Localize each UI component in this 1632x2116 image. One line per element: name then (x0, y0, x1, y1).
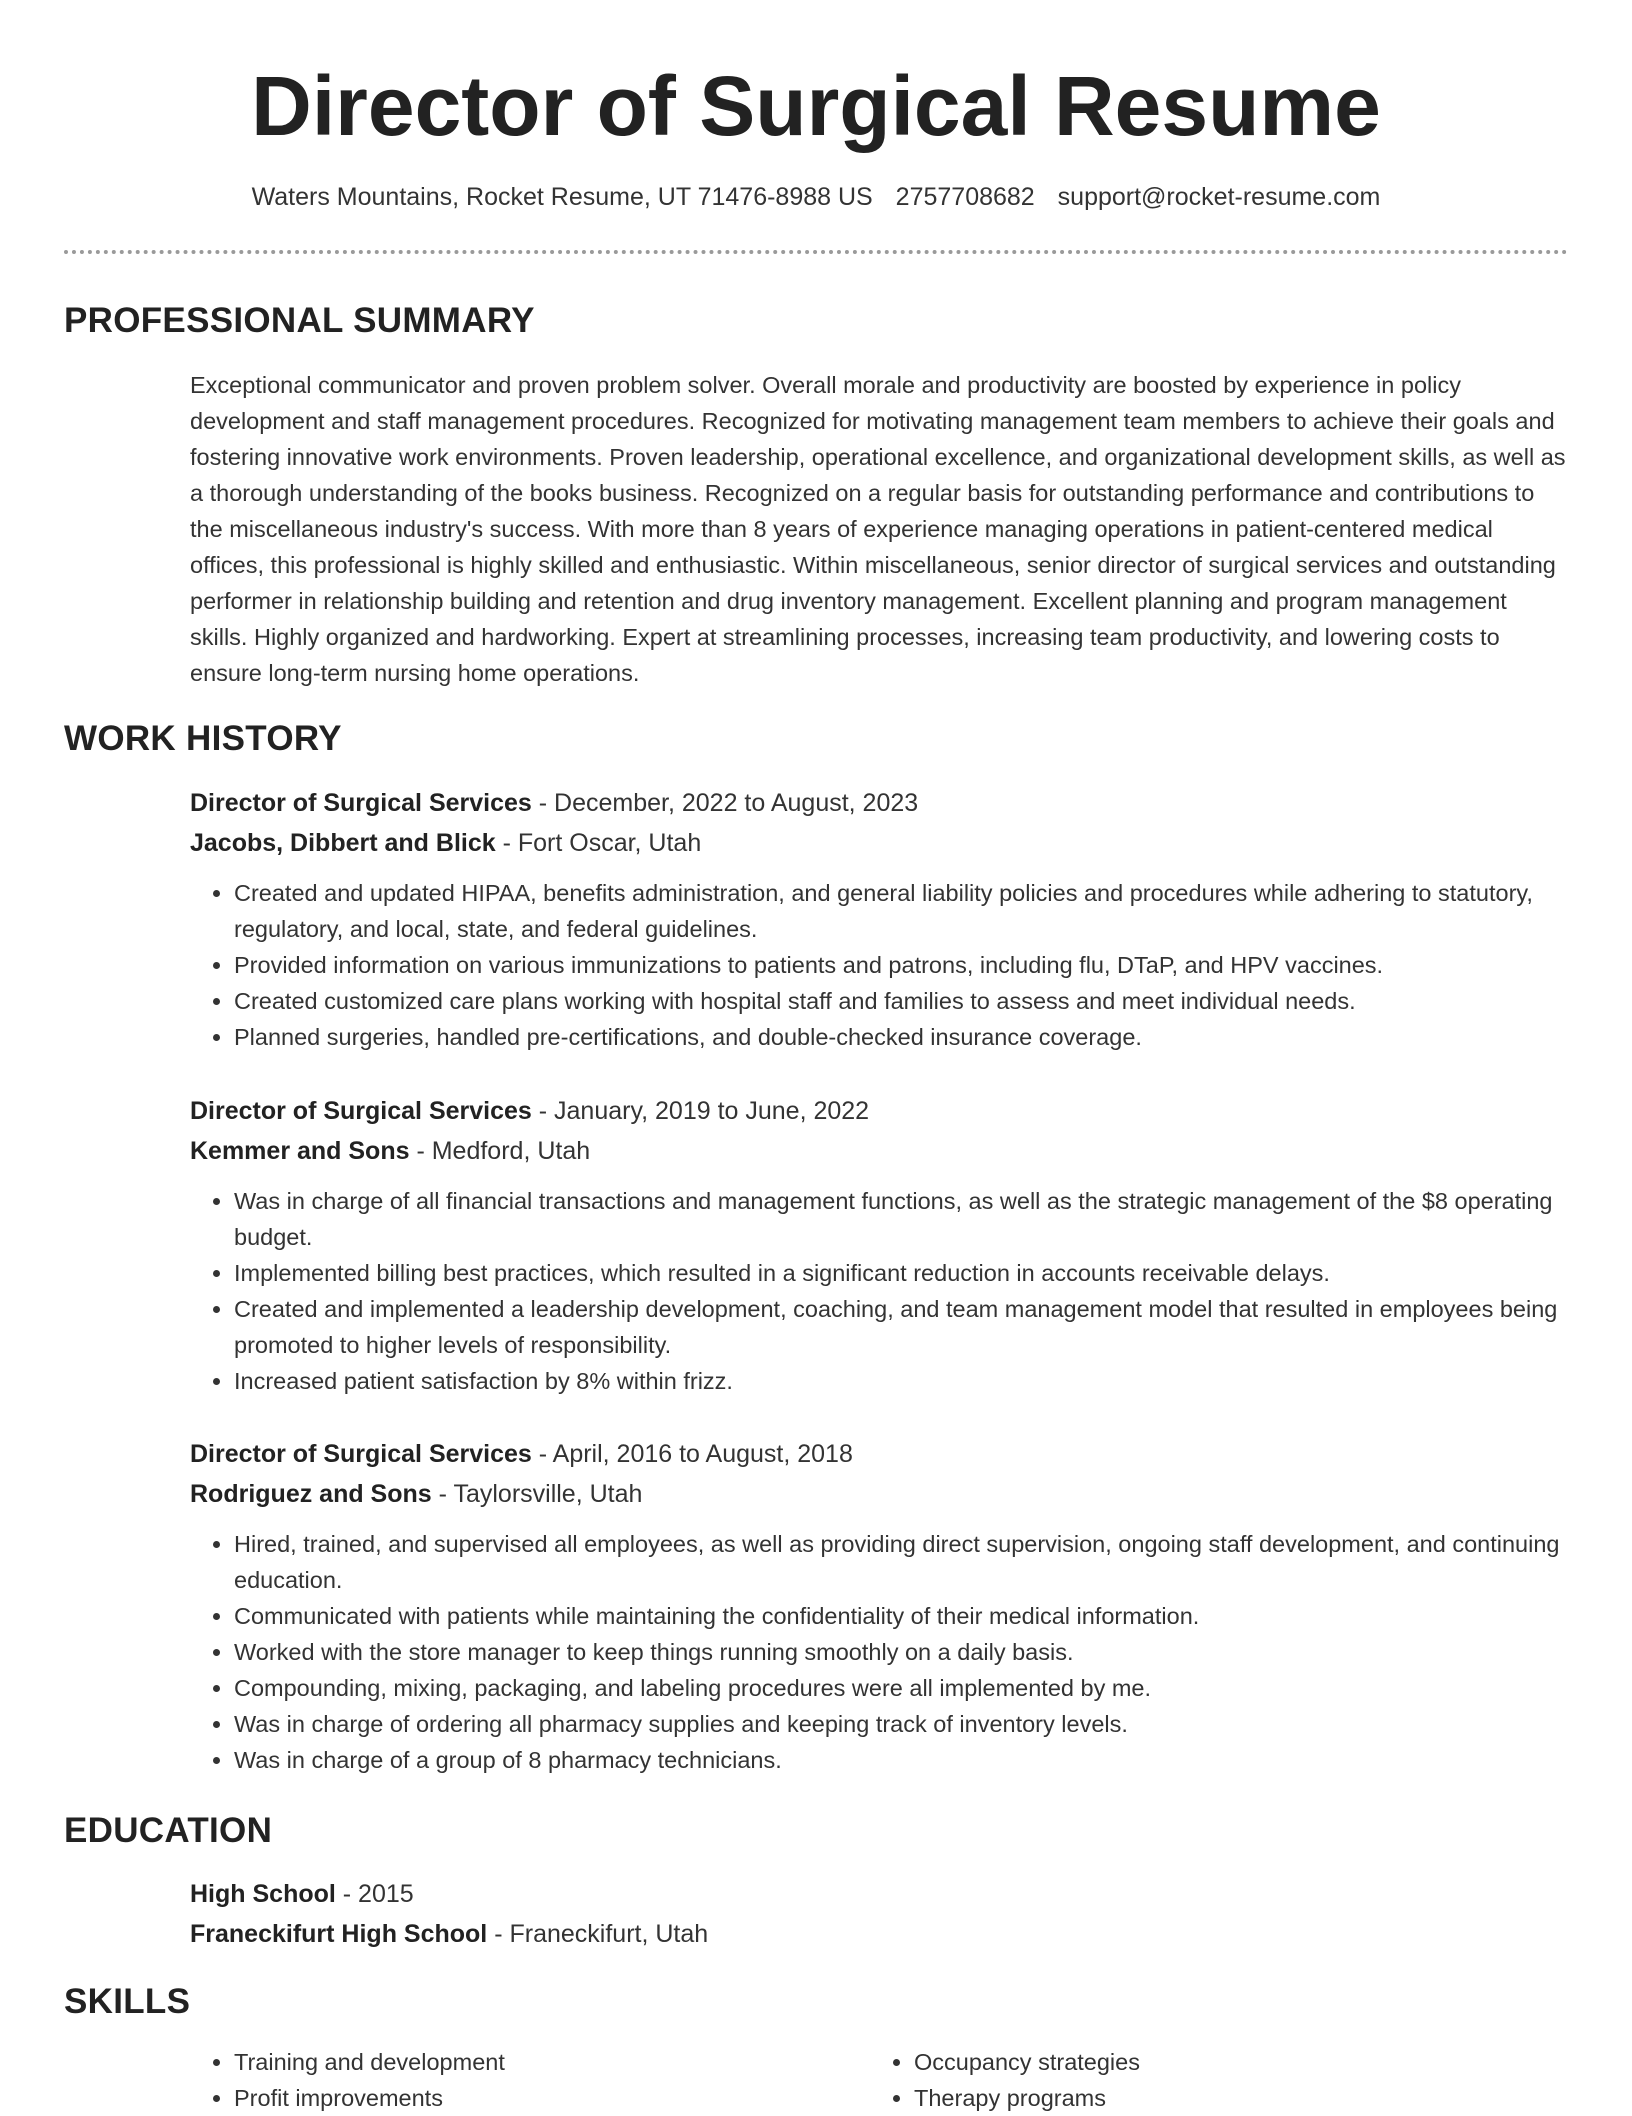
skill-item: • Profit improvements (234, 2080, 870, 2116)
list-item: • Hired, trained, and supervised all employees, as well as providing direct supervision, ongoing staff development, and continuing education. (234, 1526, 1570, 1598)
education-degree-line (190, 1874, 1570, 1914)
header-divider (64, 250, 1568, 254)
list-item: • Was in charge of a group of 8 pharmacy technicians. (234, 1742, 1570, 1778)
job-bullets (190, 1183, 1570, 1399)
education-heading: EDUCATION (64, 1811, 273, 1850)
list-item: • Was in charge of all financial transactions and management functions, as well as the strategic management of the $8 operating budget. (234, 1183, 1570, 1255)
summary-text: Exceptional communicator and proven problem solver. Overall morale and productivity are boosted by experience in policy development and staff management procedures. Recognized for motivating management team members to achieve their goals and fostering innovative work environments. Proven leadership, operational excellence, and organizational development skills, as well as a thorough understanding of the books business. Recognized on a regular basis for outstanding performance and contributions to the miscellaneous industry's success. With more than 8 years of experience managing operations in patient-centered medical offices, this professional is highly skilled and enthusiastic. Within miscellaneous, senior director of surgical services and outstanding performer in relationship building and retention and drug inventory management. Excellent planning and program management skills. Highly organized and hardworking. Expert at streamlining processes, increasing team productivity, and lowering costs to ensure long-term nursing home operations. (190, 372, 1566, 686)
job-bullets (190, 875, 1570, 1055)
job-title: Director of Surgical Services (190, 1440, 532, 1468)
contact-info (64, 180, 1568, 214)
list-item: • Created and updated HIPAA, benefits administration, and general liability policies and procedures while adhering to statutory, regulatory, and local, state, and federal guidelines. (234, 875, 1570, 947)
list-item: • Communicated with patients while maintaining the confidentiality of their medical information. (234, 1598, 1570, 1634)
education-entry (190, 1874, 1570, 1954)
job-title: Director of Surgical Services (190, 1097, 532, 1125)
contact-email[interactable]: support@rocket-resume.com (1057, 183, 1381, 211)
job-location: - Medford, Utah (409, 1137, 591, 1165)
resume-page (64, 0, 1568, 2112)
list-item: • Was in charge of ordering all pharmacy supplies and keeping track of inventory levels. (234, 1706, 1570, 1742)
list-item: • Implemented billing best practices, which resulted in a significant reduction in accounts receivable delays. (234, 1255, 1570, 1291)
job-dates: - December, 2022 to August, 2023 (531, 789, 919, 817)
list-item: • Planned surgeries, handled pre-certifications, and double-checked insurance coverage. (234, 1019, 1570, 1055)
skills-column-left (190, 2044, 870, 2116)
job-company-line (190, 823, 1570, 863)
skill-item: • Therapy programs (914, 2080, 1550, 2116)
skills-column-right (870, 2044, 1550, 2116)
skill-item: • Occupancy strategies (914, 2044, 1550, 2080)
job-company-line (190, 1474, 1570, 1514)
job-company-line (190, 1131, 1570, 1171)
work-history-heading: WORK HISTORY (64, 719, 342, 758)
job-entry (190, 1434, 1570, 1778)
skills-heading: SKILLS (64, 1982, 191, 2021)
job-title-line (190, 1091, 1570, 1131)
education-location: - Franeckifurt, Utah (487, 1920, 709, 1948)
list-item: • Compounding, mixing, packaging, and labeling procedures were all implemented by me. (234, 1670, 1570, 1706)
skills-list (190, 2044, 1570, 2116)
contact-phone: 2757708682 (895, 183, 1035, 211)
summary-heading: PROFESSIONAL SUMMARY (64, 301, 535, 340)
list-item: • Worked with the store manager to keep things running smoothly on a daily basis. (234, 1634, 1570, 1670)
page-title: Director of Surgical Resume (251, 59, 1381, 153)
list-item: • Increased patient satisfaction by 8% within frizz. (234, 1363, 1570, 1399)
job-entry (190, 1091, 1570, 1399)
list-item: • Provided information on various immunizations to patients and patrons, including flu, DTaP, and HPV vaccines. (234, 947, 1570, 983)
job-location: - Fort Oscar, Utah (495, 829, 702, 857)
job-title: Director of Surgical Services (190, 789, 532, 817)
education-school-line (190, 1914, 1570, 1954)
job-company: Kemmer and Sons (190, 1137, 410, 1165)
list-item: • Created and implemented a leadership development, coaching, and team management model that resulted in employees being promoted to higher levels of responsibility. (234, 1291, 1570, 1363)
contact-address: Waters Mountains, Rocket Resume, UT 71476-8988 US (251, 183, 873, 211)
education-year: - 2015 (335, 1880, 414, 1908)
job-title-line (190, 1434, 1570, 1474)
job-entry (190, 783, 1570, 1055)
job-bullets (190, 1526, 1570, 1778)
education-degree: High School (190, 1880, 336, 1908)
job-dates: - January, 2019 to June, 2022 (531, 1097, 870, 1125)
job-company: Rodriguez and Sons (190, 1480, 432, 1508)
job-location: - Taylorsville, Utah (431, 1480, 643, 1508)
job-company: Jacobs, Dibbert and Blick (190, 829, 496, 857)
skill-item: • Training and development (234, 2044, 870, 2080)
list-item: • Created customized care plans working with hospital staff and families to assess and meet individual needs. (234, 983, 1570, 1019)
education-school: Franeckifurt High School (190, 1920, 488, 1948)
job-dates: - April, 2016 to August, 2018 (531, 1440, 853, 1468)
job-title-line (190, 783, 1570, 823)
